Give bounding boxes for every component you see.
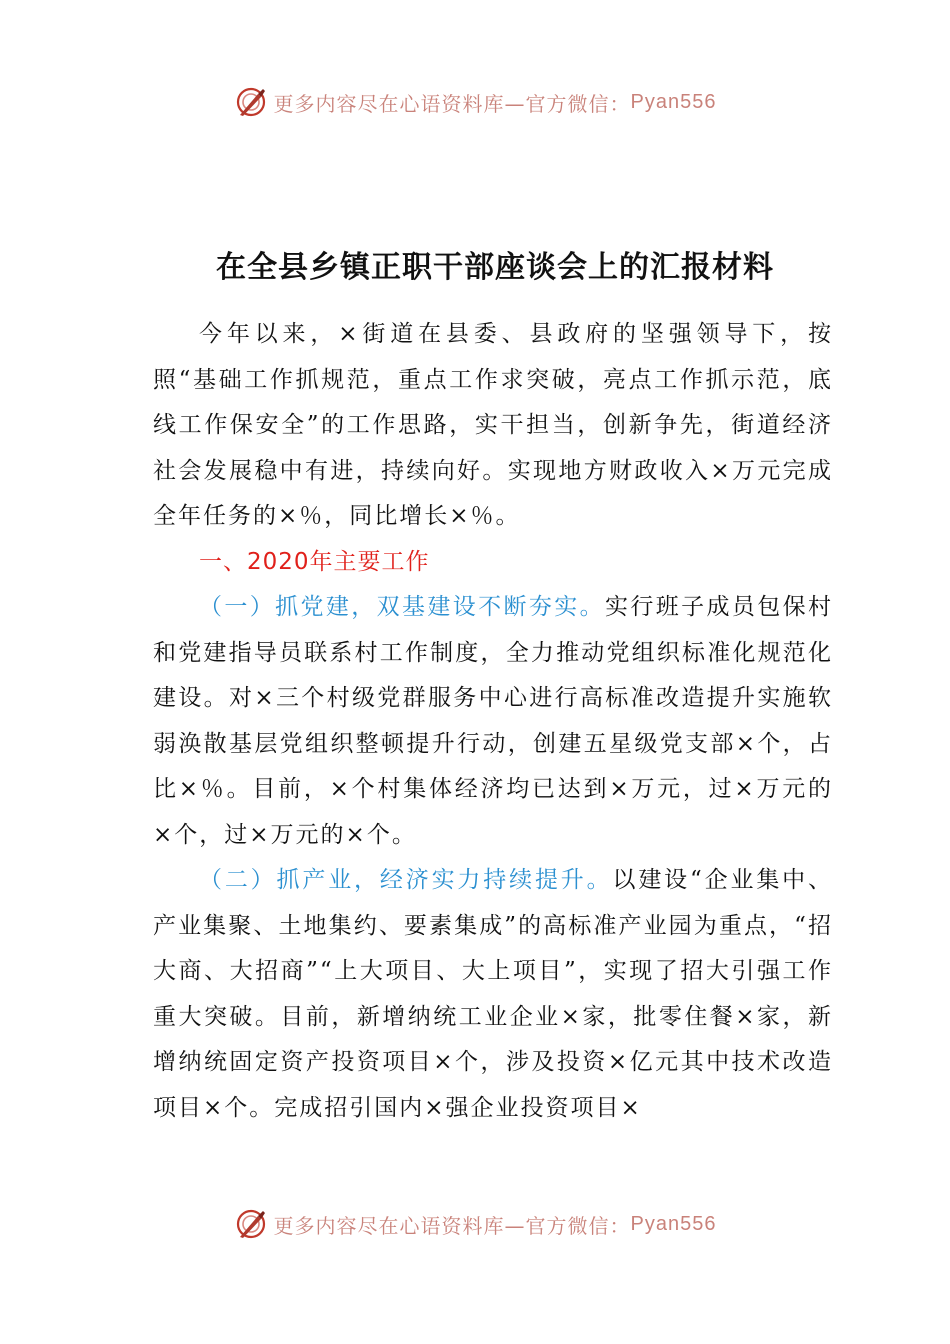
watermark-wechat-id: Pyan556 (630, 1212, 717, 1235)
footer-watermark (0, 1200, 950, 1240)
document-title: 在全县乡镇正职干部座谈会上的汇报材料 (216, 250, 774, 285)
subsection-1-text: 实行班子成员包保村和党建指导员联系村工作制度，全力推动党组织标准化规范化建设。对×三个村级党群服务中心进行高标准改造提升实施软弱涣散基层党组织整顿提升行动，创建五星级党支部×个，占比×％。目前，×个村集体经济均已达到×万元，过×万元的×个，过×万元的×个。 (153, 594, 833, 848)
pen-logo-icon (234, 1207, 268, 1240)
document-body (153, 312, 833, 1131)
watermark-text: 更多内容尽在心语资料库—官方微信： (273, 1213, 631, 1238)
subsection-2-paragraph (153, 858, 833, 1131)
watermark-text: 更多内容尽在心语资料库—官方微信： (273, 91, 631, 116)
subsection-1-heading: （一）抓党建，双基建设不断夯实。 (199, 594, 605, 620)
subsection-1-paragraph (153, 585, 833, 858)
subsection-2-text: 以建设“企业集中、产业集聚、土地集约、要素集成”的高标准产业园为重点，“招大商、大招商”“上大项目、大上项目”，实现了招大引强工作重大突破。目前，新增纳统工业企业×家，批零住餐×家，新增纳统固定资产投资项目×个，涉及投资×亿元其中技术改造项目×个。完成招引国内×强企业投资项目× (153, 867, 834, 1121)
section-heading (153, 540, 833, 586)
header-watermark (0, 80, 950, 124)
pen-logo-icon (234, 85, 268, 119)
subsection-2-heading: （二）抓产业，经济实力持续提升。 (199, 867, 613, 893)
section-1-heading: 一、2020年主要工作 (199, 548, 430, 575)
watermark-wechat-id: Pyan556 (630, 90, 717, 113)
intro-paragraph: 今年以来，×街道在县委、县政府的坚强领导下，按照“基础工作抓规范，重点工作求突破，亮点工作抓示范，底线工作保安全”的工作思路，实干担当，创新争先，街道经济社会发展稳中有进，持续向好。实现地方财政收入×万元完成全年任务的×％，同比增长×％。 (153, 321, 833, 529)
